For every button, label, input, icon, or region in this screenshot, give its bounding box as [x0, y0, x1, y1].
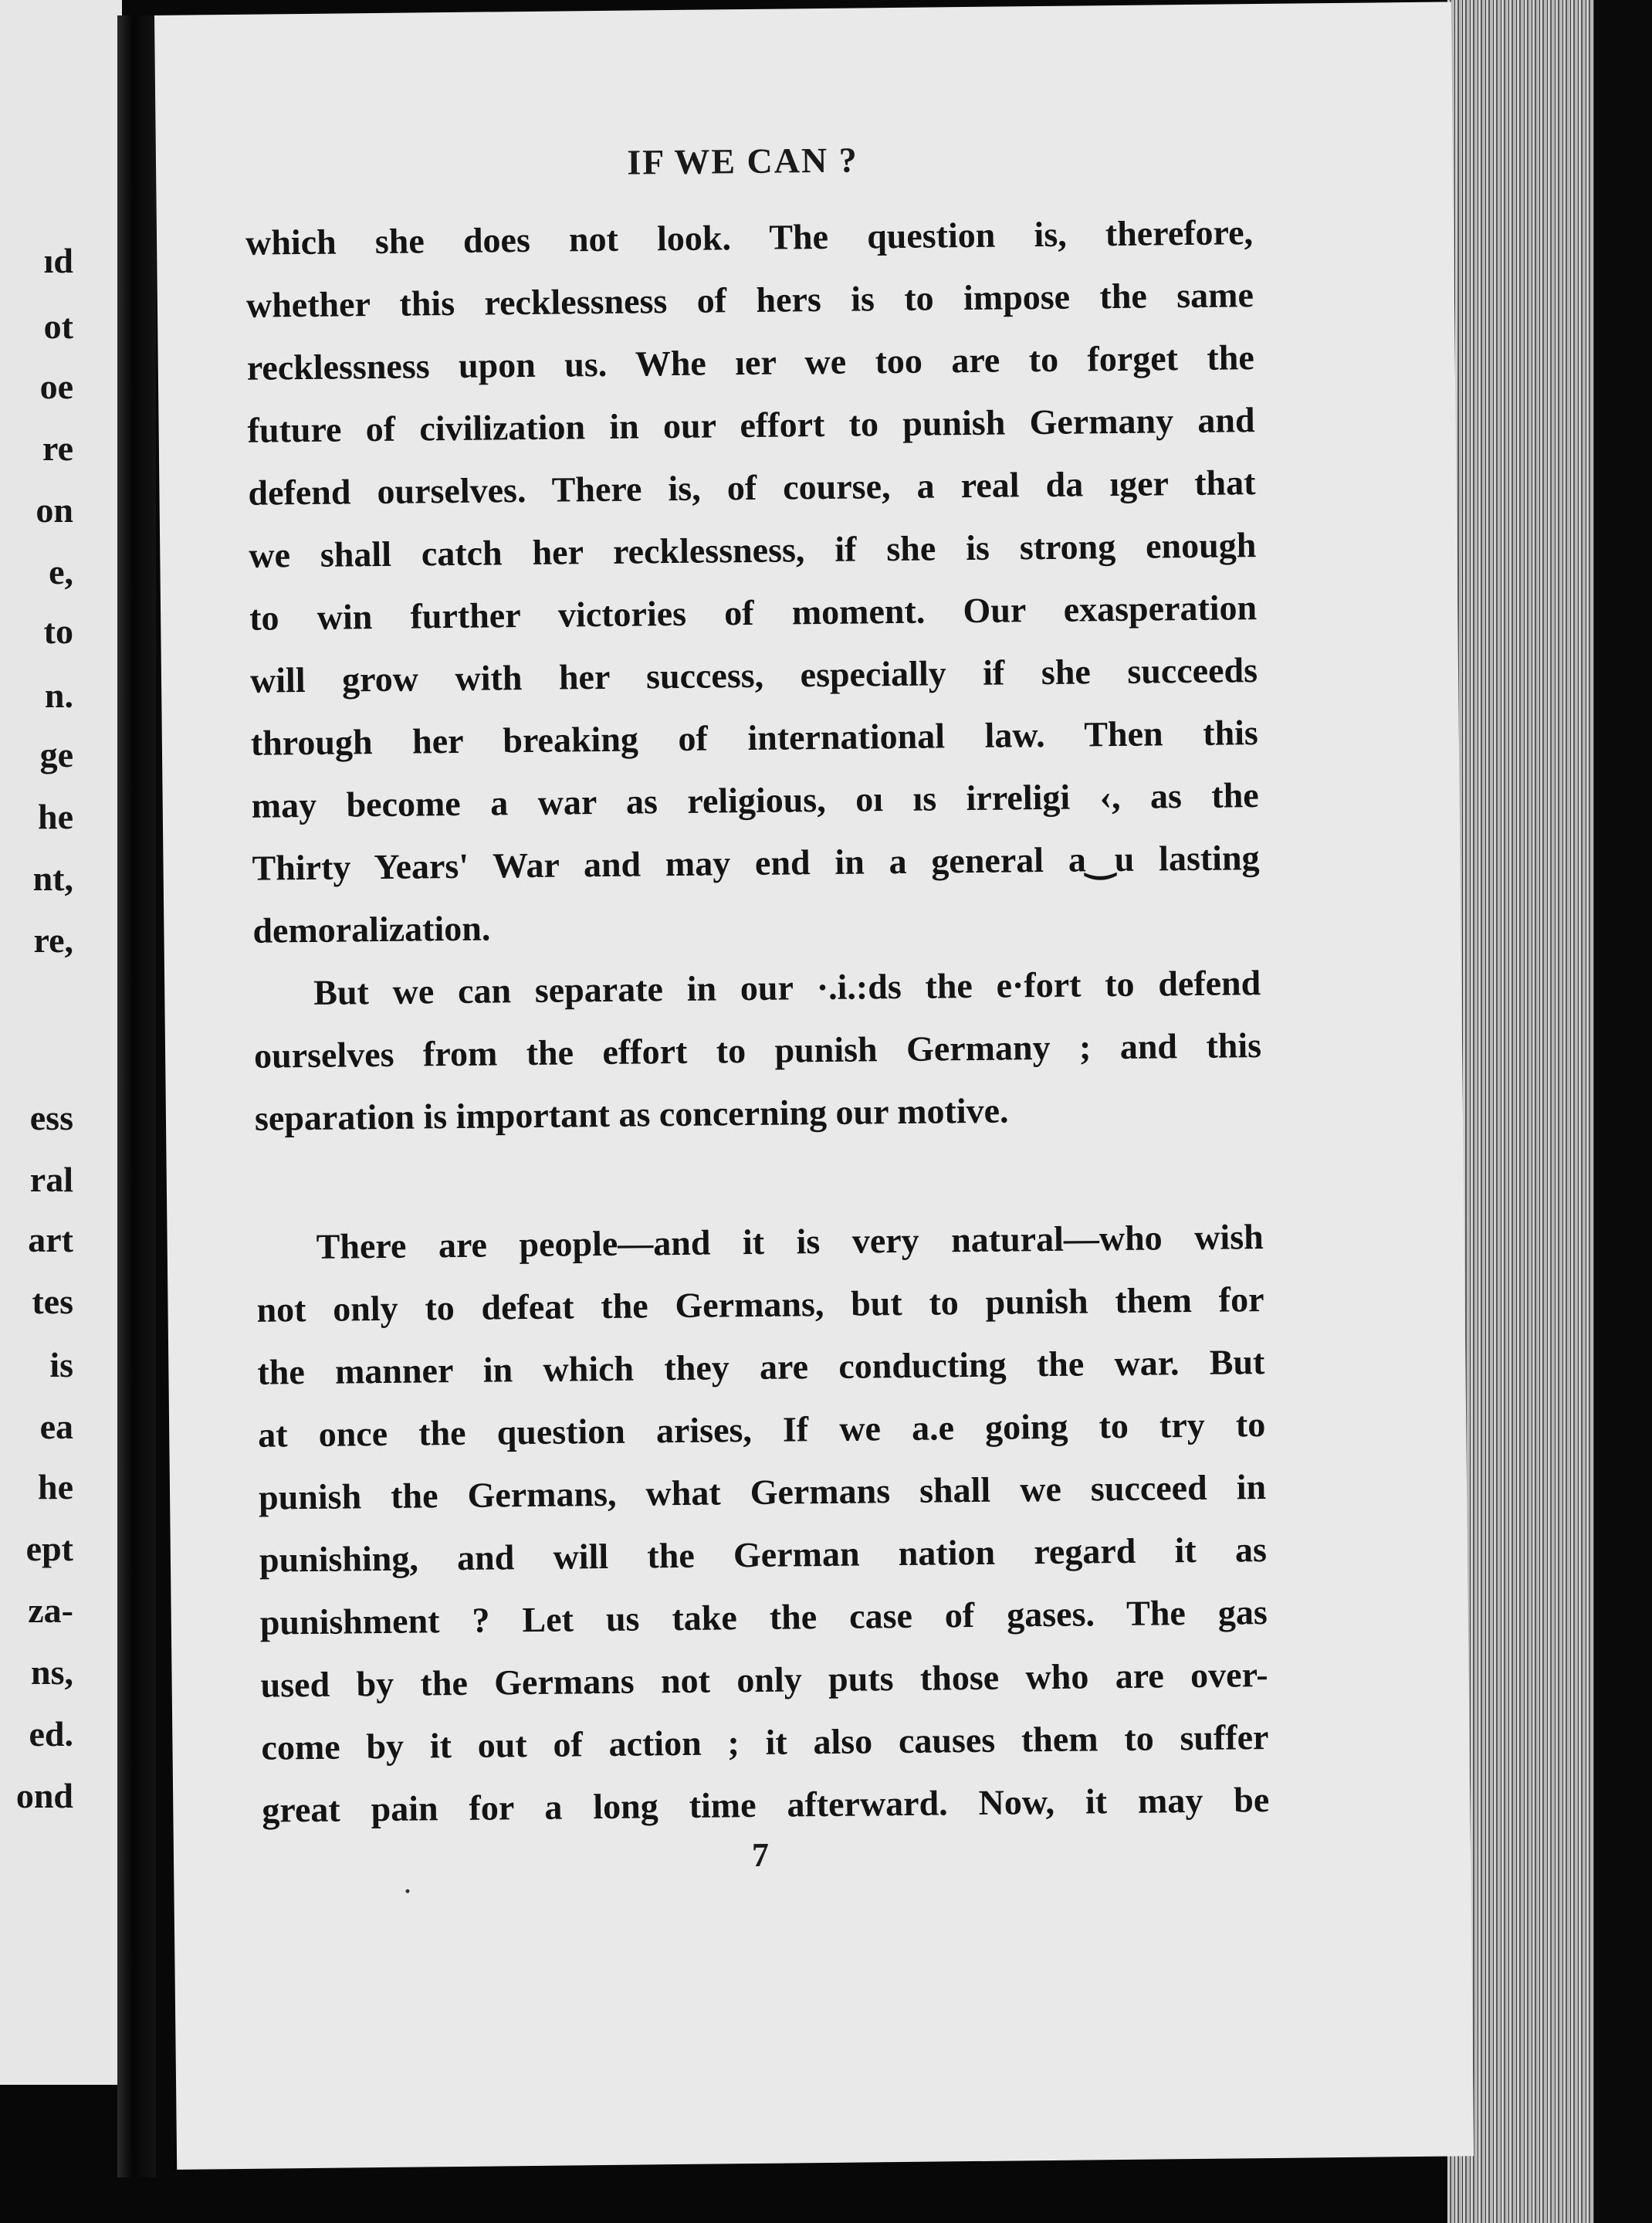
left-page-fragment: ıd [43, 241, 73, 280]
text-line: punishing, and will the German nation regard it as [259, 1530, 1268, 1580]
left-page-fragment: ed. [29, 1714, 73, 1754]
text-line: ourselves from the effort to punish Germany ; and this [253, 1025, 1262, 1076]
paragraph-3 [256, 1205, 1269, 1842]
left-page-fragment: he [38, 1467, 73, 1506]
left-page-fragment: ess [29, 1098, 73, 1137]
book-page [154, 2, 1474, 2169]
left-page-fragment: za- [28, 1591, 73, 1630]
text-line: But we can separate in our ·.i.:ds the e·fort to defend [313, 963, 1261, 1012]
book-gutter [117, 15, 156, 2177]
left-page-fragment: art [28, 1220, 73, 1259]
left-page-fragment: re, [33, 920, 73, 960]
text-line: which she does not look. The question is, therefore, [245, 212, 1254, 263]
scan-right-border [1594, 0, 1652, 2223]
text-line: demoralization. [252, 908, 491, 951]
left-page-fragment: to [43, 612, 73, 651]
text-line: come by it out of action ; it also causes them to suffer [261, 1717, 1269, 1767]
text-line: we shall catch her recklessness, if she is strong enough [249, 525, 1257, 575]
text-line: not only to defeat the Germans, but to punish them for [256, 1279, 1264, 1330]
left-page-fragment: ot [43, 307, 73, 346]
paragraph-2 [253, 951, 1262, 1150]
running-head: IF WE CAN ? [627, 140, 858, 182]
left-page-fragment: e, [49, 552, 73, 591]
text-line: used by the Germans not only puts those who are over- [260, 1655, 1268, 1705]
text-line: punishment ? Let us take the case of gases. The gas [259, 1592, 1268, 1642]
text-line: at once the question arises, If we a.e going to try to [257, 1405, 1266, 1455]
text-line: whether this recklessness of hers is to impose the same [245, 275, 1254, 325]
left-page-fragment: on [36, 490, 73, 530]
body-text [245, 201, 1270, 1842]
text-line: the manner in which they are conducting the war. But [257, 1342, 1265, 1392]
text-line: future of civilization in our effort to punish Germany and [247, 400, 1255, 450]
left-page-fragment: ea [39, 1407, 73, 1446]
text-line: to win further victories of moment. Our exasperation [249, 588, 1258, 638]
left-page-fragment: ond [15, 1776, 73, 1815]
text-line: defend ourselves. There is, of course, a real da ıger that [248, 463, 1256, 513]
left-page-fragment: ns, [31, 1652, 73, 1692]
left-page-fragment: ge [39, 735, 73, 774]
left-page-fragment: tes [32, 1282, 73, 1321]
page-number: 7 [751, 1835, 770, 1875]
left-page-fragment: oe [39, 367, 73, 406]
text-line: Thirty Years' War and may end in a general a‿u lasting [252, 838, 1260, 888]
left-page-fragment: re [42, 429, 73, 468]
text-line: punish the Germans, what Germans shall we succeed in [258, 1467, 1267, 1517]
text-line: may become a war as religious, oı ıs irreligi ‹, as the [251, 775, 1259, 825]
text-line: There are people—and it is very natural—who wish [316, 1217, 1264, 1266]
text-line: great pain for a long time afterward. Now, it may be [262, 1780, 1270, 1830]
text-line: recklessness upon us. Whe ıer we too are to forget the [246, 337, 1254, 388]
left-page-fragment: n. [44, 676, 73, 715]
text-line: through her breaking of international law. Then this [250, 713, 1259, 763]
left-page-fragment: he [38, 797, 73, 836]
left-page-fragment: ept [25, 1529, 73, 1568]
scan-speck [405, 1889, 409, 1893]
left-page-fragment: ral [29, 1160, 73, 1199]
text-line: separation is important as concerning our motive. [254, 1090, 1009, 1138]
paragraph-1 [245, 201, 1261, 962]
left-page-fragment: is [49, 1345, 73, 1384]
left-facing-page [0, 0, 122, 2085]
text-line: will grow with her success, especially if she succeeds [249, 650, 1258, 700]
left-page-fragment: nt, [32, 859, 73, 898]
section-gap [255, 1139, 1263, 1216]
